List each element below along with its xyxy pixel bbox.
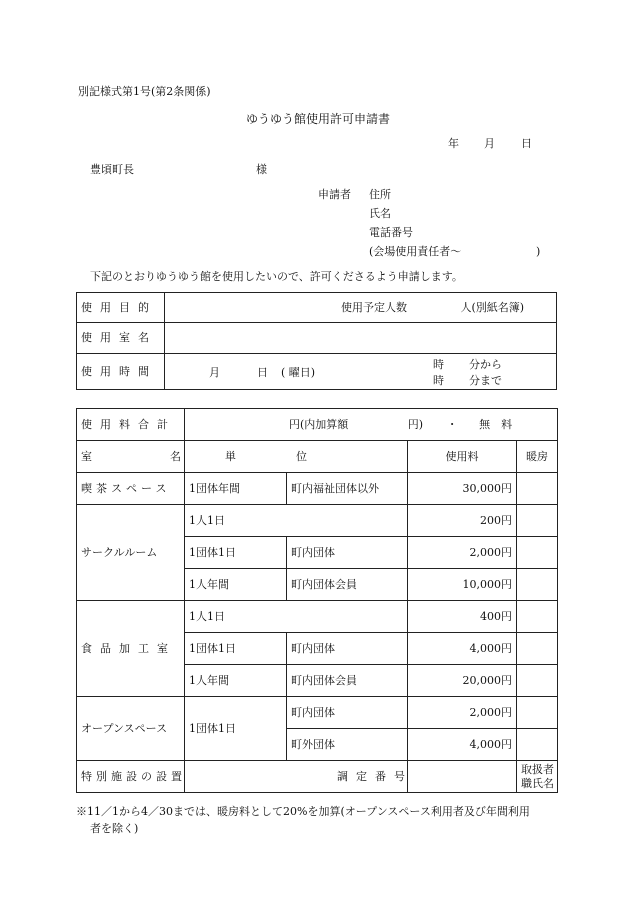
fee-amount: 400円: [408, 601, 517, 633]
fee-amount: 10,000円: [408, 569, 517, 601]
fee-unit: 1人1日: [185, 505, 408, 537]
fee-free-label: 無 料: [479, 417, 513, 431]
fee-free-dot: ・: [446, 417, 458, 431]
time-end-minute: 分まで: [469, 373, 502, 387]
fee-total-label: 使用料合計: [77, 409, 185, 441]
heating-cell: [517, 729, 558, 761]
usage-time-label: 使用時間: [77, 354, 165, 390]
room-name: 食品加工室: [77, 601, 185, 697]
usage-room-value: [165, 323, 557, 354]
heating-cell: [517, 665, 558, 697]
special-facility-row: [77, 761, 558, 793]
heating-cell: [517, 601, 558, 633]
form-number: 別記様式第1号(第2条関係): [78, 85, 211, 98]
usage-table: [76, 292, 557, 390]
fee-total-text: 円(内加算額: [289, 417, 349, 431]
date-year-label: 年: [448, 137, 459, 150]
fee-header-row: [77, 441, 558, 473]
fee-unit: 1人年間: [185, 665, 287, 697]
time-weekday: ( 曜日): [281, 365, 316, 379]
fee-detail: 町外団体: [287, 729, 408, 761]
heating-cell: [517, 569, 558, 601]
adjustment-number-label: 調定番号: [337, 769, 413, 783]
fee-unit: 1人年間: [185, 569, 287, 601]
date-month-label: 月: [484, 137, 495, 150]
room-name: 喫茶スペース: [77, 473, 185, 505]
fee-row: [77, 473, 558, 505]
room-name: オープンスペース: [77, 697, 185, 761]
people-unit: 人(別紙名簿): [460, 300, 525, 314]
time-month: 月: [209, 365, 220, 379]
usage-room-row: [77, 323, 557, 354]
fee-detail: 町内団体: [287, 633, 408, 665]
fee-total-yen: 円): [407, 417, 424, 431]
fee-total-row: [77, 409, 558, 441]
heating-cell: [517, 537, 558, 569]
fee-table: [76, 408, 558, 793]
request-statement: 下記のとおりゆうゆう館を使用したいので、許可くださるよう申請します。: [90, 270, 463, 283]
handler-label: 取扱者 職氏名: [517, 761, 558, 793]
time-start-hour: 時: [433, 357, 444, 371]
document-title: ゆうゆう館使用許可申請書: [246, 112, 391, 126]
heating-cell: [517, 505, 558, 537]
heating-note: [76, 803, 556, 837]
heating-note-line2: 者を除く): [90, 822, 139, 836]
fee-detail: 町内団体会員: [287, 569, 408, 601]
usage-purpose-label: 使用目的: [77, 293, 165, 323]
fee-row: [77, 601, 558, 633]
responsible-person-open: (会場使用責任者～: [369, 245, 462, 258]
fee-row: [77, 505, 558, 537]
time-start-minute: 分から: [469, 357, 502, 371]
fee-detail: 町内団体: [287, 537, 408, 569]
fee-row: [77, 697, 558, 729]
fee-unit: 1団体年間: [185, 473, 287, 505]
applicant-name-label: 氏名: [369, 207, 391, 220]
fee-unit: 1団体1日: [185, 633, 287, 665]
fee-detail: 町内福祉団体以外: [287, 473, 408, 505]
fee-amount: 30,000円: [408, 473, 517, 505]
heating-cell: [517, 697, 558, 729]
applicant-phone-label: 電話番号: [369, 226, 413, 239]
usage-purpose-row: [77, 293, 557, 323]
fee-amount: 4,000円: [408, 729, 517, 761]
col-fee-header: 使用料: [408, 441, 517, 473]
heating-note-line1: ※11／1から4／30までは、暖房料として20%を加算(オープンスペース利用者及び年間利用: [76, 805, 530, 818]
fee-amount: 4,000円: [408, 633, 517, 665]
col-heating-header: 暖房: [517, 441, 558, 473]
special-facility-value: [185, 761, 413, 793]
usage-room-label: 使用室名: [77, 323, 165, 354]
usage-time-value: [165, 354, 557, 390]
expected-people-label: 使用予定人数: [341, 300, 407, 314]
applicant-label: 申請者: [318, 188, 351, 201]
fee-detail: 町内団体: [287, 697, 408, 729]
addressee-name: 豊頃町長: [90, 163, 134, 176]
fee-amount: 20,000円: [408, 665, 517, 697]
heating-cell: [517, 633, 558, 665]
fee-amount: 200円: [408, 505, 517, 537]
fee-unit: 1団体1日: [185, 537, 287, 569]
col-room-header: 室名: [77, 441, 185, 473]
fee-unit: 1人1日: [185, 601, 408, 633]
date-day-label: 日: [521, 137, 532, 150]
fee-unit: 1団体1日: [185, 697, 287, 761]
usage-time-row: [77, 354, 557, 390]
time-day: 日: [257, 365, 268, 379]
responsible-person-close: ): [536, 245, 541, 258]
special-facility-label: 特別施設の設置: [77, 761, 185, 793]
fee-total-value: [185, 409, 558, 441]
col-unit-header: 単位: [185, 441, 408, 473]
room-name: サークルルーム: [77, 505, 185, 601]
applicant-address-label: 住所: [369, 188, 391, 201]
heating-cell: [517, 473, 558, 505]
fee-amount: 2,000円: [408, 537, 517, 569]
addressee-honorific: 様: [256, 163, 267, 176]
usage-purpose-value: [165, 293, 557, 323]
fee-amount: 2,000円: [408, 697, 517, 729]
adjustment-number-value: [408, 761, 517, 793]
time-end-hour: 時: [433, 373, 444, 387]
fee-detail: 町内団体会員: [287, 665, 408, 697]
